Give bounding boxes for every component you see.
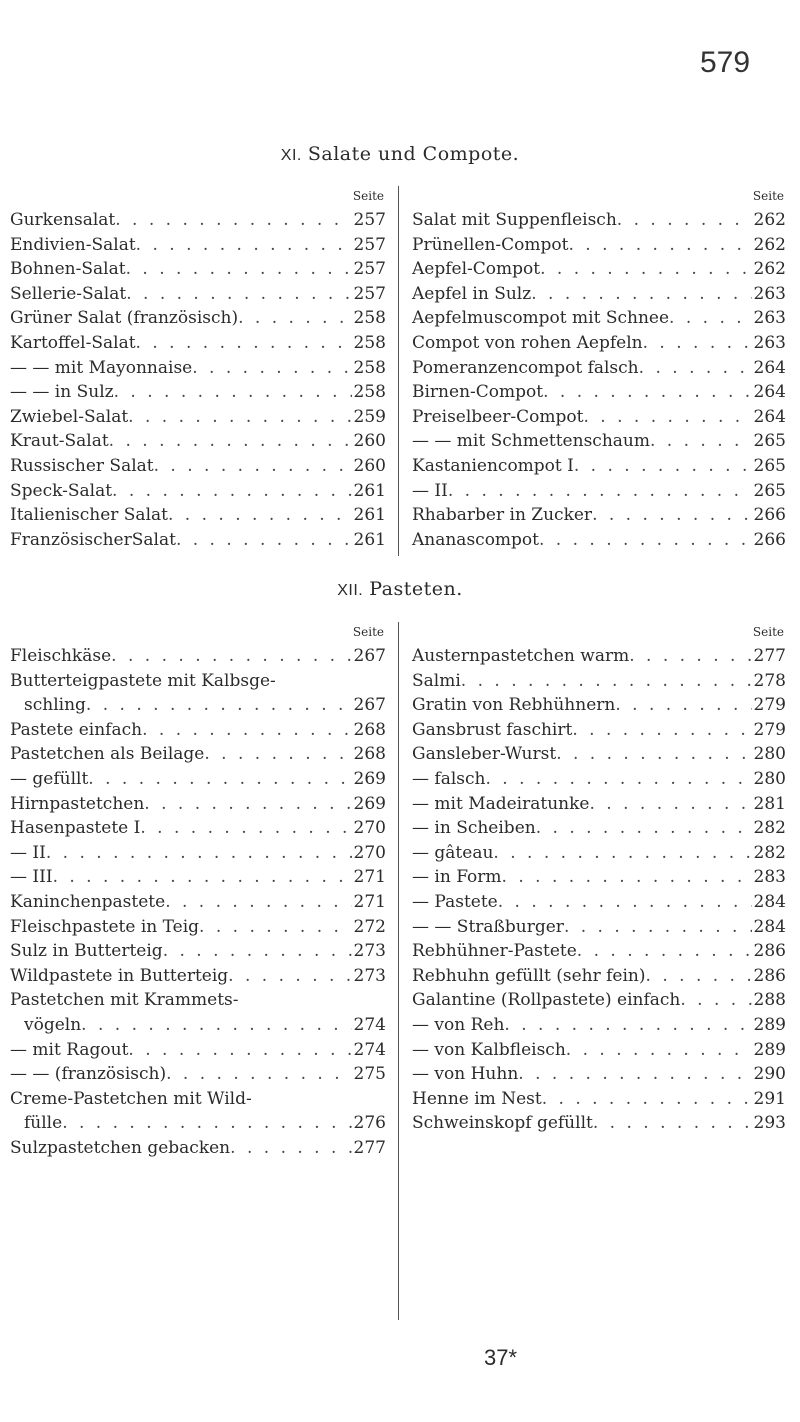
index-entry	[10, 454, 386, 479]
dot-leader	[498, 890, 752, 915]
index-entry-label: — von Reh	[412, 1014, 505, 1035]
index-entry	[10, 816, 386, 841]
index-entry	[10, 282, 386, 307]
dot-leader	[115, 208, 351, 233]
section-title-xi	[0, 143, 800, 165]
index-entry-continuation: fülle	[24, 1113, 63, 1134]
page-ref: 262	[753, 234, 786, 255]
dot-leader	[680, 988, 751, 1013]
index-entry-label: — mit Madeiratunke	[412, 793, 590, 814]
section-number: XI.	[280, 147, 302, 164]
index-entry	[10, 792, 386, 817]
index-entry-continuation: schling	[24, 695, 86, 716]
seite-header: Seite	[352, 625, 384, 639]
dot-leader	[629, 644, 751, 669]
page-ref: 288	[753, 990, 786, 1011]
page-ref: 258	[353, 332, 386, 353]
index-entry-label: Rebhühner-Pastete	[412, 941, 577, 962]
page-ref: 258	[353, 382, 386, 403]
index-entry	[412, 964, 786, 989]
dot-leader	[192, 356, 351, 381]
page-ref: 257	[353, 234, 386, 255]
index-entry	[412, 865, 786, 890]
dot-leader	[166, 1062, 351, 1087]
index-entry-label: Pastetchen als Beilage	[10, 744, 205, 765]
index-entry-label: Salmi	[412, 670, 461, 691]
dot-leader	[136, 331, 352, 356]
page-ref: 272	[353, 916, 386, 937]
index-entry	[10, 865, 386, 890]
dot-leader	[140, 816, 351, 841]
index-entry-label: Henne im Nest	[412, 1088, 542, 1109]
dot-leader	[109, 429, 352, 454]
dot-leader	[574, 454, 752, 479]
page-ref: 257	[353, 210, 386, 230]
dot-leader	[542, 1087, 752, 1112]
page-ref: 270	[353, 842, 386, 863]
index-entry-label: — — Straßburger	[412, 916, 564, 937]
index-entry	[412, 988, 786, 1013]
index-entry-label: Zwiebel-Salat	[10, 406, 129, 427]
dot-leader	[86, 693, 352, 718]
index-entry-label: FranzösischerSalat	[10, 529, 176, 550]
index-entry	[10, 208, 386, 233]
dot-leader	[53, 865, 352, 890]
index-entry	[412, 718, 786, 743]
dot-leader	[485, 767, 751, 792]
dot-leader	[646, 964, 752, 989]
dot-leader	[62, 1111, 351, 1136]
index-entry	[10, 356, 386, 381]
index-entry-label: — mit Ragout	[10, 1039, 129, 1060]
index-entry	[10, 257, 386, 282]
index-entry	[412, 257, 786, 282]
dot-leader	[199, 915, 352, 940]
page-ref: 279	[753, 695, 786, 716]
index-entry	[412, 479, 786, 504]
page-ref: 273	[353, 965, 386, 986]
page-ref: 268	[353, 744, 386, 765]
dot-leader	[572, 718, 751, 743]
dot-leader	[112, 479, 352, 504]
index-entry-label: Bohnen-Salat	[10, 259, 126, 280]
index-entry	[10, 479, 386, 504]
dot-leader	[163, 939, 352, 964]
page-ref: 265	[753, 480, 786, 501]
index-entry-label: — in Scheiben	[412, 818, 536, 839]
index-entry-label: — gâteau	[412, 842, 494, 863]
page-ref: 274	[353, 1014, 386, 1035]
page-ref: 266	[753, 505, 786, 526]
dot-leader	[126, 257, 352, 282]
index-entry-label: Austernpastetchen warm	[412, 646, 630, 666]
index-entry	[10, 1136, 386, 1161]
dot-leader	[617, 208, 752, 233]
index-entry-label: — — (französisch)	[10, 1064, 167, 1085]
page-ref: 282	[753, 818, 786, 839]
index-entry	[412, 503, 786, 528]
dot-leader	[204, 742, 351, 767]
page-ref: 266	[753, 529, 786, 550]
index-entry-label: Sellerie-Salat	[10, 283, 127, 304]
index-column-right	[412, 620, 786, 1136]
index-entry	[10, 380, 386, 405]
index-entry	[412, 644, 786, 669]
index-entry-label: Kartoffel-Salat	[10, 332, 136, 353]
dot-leader	[650, 429, 752, 454]
page-ref: 257	[353, 259, 386, 280]
dot-leader	[154, 454, 352, 479]
dot-leader	[81, 1013, 351, 1038]
dot-leader	[493, 841, 751, 866]
page-ref: 260	[353, 431, 386, 452]
dot-leader	[128, 405, 351, 430]
index-entry	[412, 693, 786, 718]
index-entry	[10, 331, 386, 356]
index-entry-label: — — mit Mayonnaise	[10, 357, 193, 378]
dot-leader	[136, 233, 352, 258]
index-entry-label: — von Huhn	[412, 1064, 519, 1085]
page-ref: 269	[353, 768, 386, 789]
dot-leader	[230, 1136, 351, 1161]
index-entry	[412, 767, 786, 792]
index-entry-label: Kraut-Salat	[10, 431, 109, 452]
index-entry-label: Gratin von Rebhühnern	[412, 695, 616, 716]
index-entry	[10, 841, 386, 866]
index-entry-label: Butterteigpastete mit Kalbsge-	[10, 670, 276, 691]
page-ref: 270	[353, 818, 386, 839]
page-ref: 293	[753, 1113, 786, 1134]
index-entry	[412, 939, 786, 964]
dot-leader	[176, 528, 352, 553]
index-entry	[412, 792, 786, 817]
index-entry	[412, 1111, 786, 1136]
page-ref: 269	[353, 793, 386, 814]
index-entry-label: Russischer Salat	[10, 455, 154, 476]
index-entry	[412, 890, 786, 915]
page-ref: 277	[353, 1137, 386, 1158]
index-entry-label: Gurkensalat	[10, 210, 116, 230]
dot-leader	[589, 792, 751, 817]
index-entry-label: Sulz in Butterteig	[10, 941, 163, 962]
index-entry-label: — gefüllt	[10, 768, 89, 789]
index-entry-label: — in Form	[412, 867, 502, 888]
index-entry-label: Kaninchenpastete	[10, 891, 166, 912]
page-ref: 264	[753, 382, 786, 403]
dot-leader	[461, 669, 752, 694]
index-entry	[412, 454, 786, 479]
page-ref: 265	[753, 455, 786, 476]
index-entry-label: Aepfelmuscompot mit Schnee	[412, 308, 670, 329]
index-entry	[412, 742, 786, 767]
index-entry-label: Rebhuhn gefüllt (sehr fein)	[412, 965, 646, 986]
page-ref: 280	[753, 768, 786, 789]
index-entry	[412, 405, 786, 430]
index-entry	[412, 1013, 786, 1038]
index-entry	[412, 233, 786, 258]
page-ref: 263	[753, 332, 786, 353]
index-column-right	[412, 184, 786, 552]
dot-leader	[518, 1062, 751, 1087]
page-ref: 274	[353, 1039, 386, 1060]
index-entry-label: — — mit Schmettenschaum	[412, 431, 650, 452]
seite-header: Seite	[752, 189, 784, 203]
index-entry-label: Prünellen-Compot	[412, 234, 569, 255]
page-ref: 277	[753, 646, 786, 666]
dot-leader	[168, 503, 352, 528]
index-entry-label: Fleischpastete in Teig	[10, 916, 200, 937]
index-entry-label: — Pastete	[412, 891, 498, 912]
index-entry	[10, 964, 386, 989]
page-ref: 271	[353, 867, 386, 888]
section-number: XII.	[337, 582, 364, 599]
page-ref: 282	[753, 842, 786, 863]
dot-leader	[556, 742, 751, 767]
index-entry-label: Kastaniencompot I	[412, 455, 574, 476]
section-heading: Salate und Compote.	[307, 143, 520, 165]
column-divider	[398, 186, 399, 556]
page-ref: 261	[353, 529, 386, 550]
page-ref: 289	[753, 1039, 786, 1060]
page-number: 579	[700, 46, 751, 79]
page-ref: 286	[753, 941, 786, 962]
page-ref: 265	[753, 431, 786, 452]
index-entry	[10, 1111, 386, 1136]
index-entry	[10, 306, 386, 331]
index-entry-label: — III	[10, 867, 53, 888]
dot-leader	[566, 1038, 752, 1063]
index-entry	[10, 742, 386, 767]
index-entry-label: Birnen-Compot	[412, 382, 544, 403]
page-ref: 291	[753, 1088, 786, 1109]
index-entry-label: — II	[412, 480, 448, 501]
index-entry	[10, 429, 386, 454]
page-ref: 284	[753, 916, 786, 937]
page-ref: 268	[353, 719, 386, 740]
index-entry-label: Ananascompot	[412, 529, 539, 550]
index-entry	[412, 841, 786, 866]
page-ref: 259	[353, 406, 386, 427]
dot-leader	[114, 380, 352, 405]
index-entry	[10, 644, 386, 669]
index-entry-label: Rhabarber in Zucker	[412, 505, 593, 526]
index-entry-label: Preiselbeer-Compot	[412, 406, 584, 427]
dot-leader	[165, 890, 351, 915]
page-ref: 261	[353, 505, 386, 526]
page-ref: 258	[353, 357, 386, 378]
index-entry-label: Endivien-Salat	[10, 234, 136, 255]
index-entry	[10, 915, 386, 940]
page-ref: 271	[353, 891, 386, 912]
dot-leader	[46, 841, 352, 866]
index-entry	[10, 1038, 386, 1063]
dot-leader	[448, 479, 752, 504]
index-entry-label: Sulzpastetchen gebacken	[10, 1137, 231, 1158]
dot-leader	[502, 865, 752, 890]
index-entry-label: — falsch	[412, 768, 486, 789]
index-entry-label: Compot von rohen Aepfeln	[412, 332, 643, 353]
index-entry-label: Creme-Pastetchen mit Wild-	[10, 1088, 252, 1109]
index-entry	[412, 380, 786, 405]
index-entry-label: Pastetchen mit Krammets-	[10, 990, 239, 1011]
dot-leader	[128, 1038, 351, 1063]
dot-leader	[639, 356, 752, 381]
dot-leader	[577, 939, 752, 964]
dot-leader	[126, 282, 351, 307]
dot-leader	[669, 306, 752, 331]
seite-header: Seite	[752, 625, 784, 639]
page-ref: 264	[753, 406, 786, 427]
index-entry	[412, 1038, 786, 1063]
dot-leader	[228, 964, 351, 989]
index-entry	[10, 503, 386, 528]
dot-leader	[142, 718, 351, 743]
index-entry-label: — von Kalbfleisch	[412, 1039, 566, 1060]
dot-leader	[111, 644, 351, 669]
dot-leader	[238, 306, 351, 331]
index-entry	[10, 405, 386, 430]
page-ref: 289	[753, 1014, 786, 1035]
page-ref: 280	[753, 744, 786, 765]
dot-leader	[568, 233, 751, 258]
dot-leader	[564, 915, 752, 940]
index-column-left	[10, 620, 386, 1160]
dot-leader	[593, 1111, 752, 1136]
index-entry-label: Hirnpastetchen	[10, 793, 145, 814]
page-ref: 264	[753, 357, 786, 378]
column-divider	[398, 622, 399, 1320]
index-entry-label: Speck-Salat	[10, 480, 113, 501]
index-entry-label: Galantine (Rollpastete) einfach	[412, 990, 681, 1011]
page-ref: 290	[753, 1064, 786, 1085]
signature-mark: 37*	[484, 1345, 518, 1370]
index-entry-label: Salat mit Suppenfleisch	[412, 210, 617, 230]
index-entry	[412, 306, 786, 331]
index-entry	[10, 767, 386, 792]
page-ref: 283	[753, 867, 786, 888]
page-ref: 258	[353, 308, 386, 329]
page-ref: 276	[353, 1113, 386, 1134]
dot-leader	[539, 528, 752, 553]
page-ref: 260	[353, 455, 386, 476]
dot-leader	[583, 405, 751, 430]
index-entry-label: Pomeranzencompot falsch	[412, 357, 639, 378]
section-heading: Pasteten.	[369, 578, 463, 600]
dot-leader	[536, 816, 752, 841]
index-entry-label: — — in Sulz	[10, 382, 114, 403]
index-entry	[10, 693, 386, 718]
index-column-left	[10, 184, 386, 552]
index-entry-label: — II	[10, 842, 46, 863]
index-entry-label: Hasenpastete I	[10, 818, 141, 839]
index-entry	[10, 1013, 386, 1038]
page-ref: 257	[353, 283, 386, 304]
page-ref: 281	[753, 793, 786, 814]
index-entry-label: Pastete einfach	[10, 719, 143, 740]
index-entry-continuation: vögeln	[24, 1014, 82, 1035]
index-entry	[10, 890, 386, 915]
index-entry	[412, 1062, 786, 1087]
page-ref: 262	[753, 259, 786, 280]
dot-leader	[615, 693, 751, 718]
page-ref: 278	[753, 670, 786, 691]
index-entry	[10, 939, 386, 964]
index-entry	[412, 816, 786, 841]
index-entry-label: Aepfel in Sulz	[412, 283, 532, 304]
index-entry	[412, 528, 786, 553]
page-ref: 273	[353, 941, 386, 962]
index-entry-label: Aepfel-Compot	[412, 259, 541, 280]
page-ref: 284	[753, 891, 786, 912]
section-title-xii	[0, 578, 800, 600]
dot-leader	[504, 1013, 751, 1038]
index-entry	[412, 1087, 786, 1112]
page-ref: 263	[753, 308, 786, 329]
index-entry	[10, 718, 386, 743]
page-ref: 275	[353, 1064, 386, 1085]
index-entry-label: Italienischer Salat	[10, 505, 168, 526]
dot-leader	[592, 503, 751, 528]
dot-leader	[540, 257, 751, 282]
index-entry	[10, 233, 386, 258]
index-entry	[10, 1062, 386, 1087]
page-ref: 286	[753, 965, 786, 986]
dot-leader	[88, 767, 351, 792]
index-entry	[412, 331, 786, 356]
seite-header: Seite	[352, 189, 384, 203]
page-ref: 262	[753, 210, 786, 230]
index-entry	[412, 282, 786, 307]
index-entry	[412, 208, 786, 233]
index-entry-label: Wildpastete in Butterteig	[10, 965, 229, 986]
index-entry-label: Grüner Salat (französisch)	[10, 308, 239, 329]
index-entry	[412, 356, 786, 381]
index-entry	[10, 528, 386, 553]
dot-leader	[144, 792, 351, 817]
dot-leader	[543, 380, 751, 405]
index-entry	[412, 915, 786, 940]
page-ref: 267	[353, 695, 386, 716]
page-ref: 267	[353, 646, 386, 666]
index-entry-label: Gansleber-Wurst	[412, 744, 557, 765]
dot-leader	[531, 282, 751, 307]
index-entry	[412, 669, 786, 694]
page-ref: 261	[353, 480, 386, 501]
page-ref: 263	[753, 283, 786, 304]
index-entry	[412, 429, 786, 454]
index-entry-label: Gansbrust faschirt	[412, 719, 573, 740]
index-entry-label: Fleischkäse	[10, 646, 112, 666]
dot-leader	[643, 331, 752, 356]
page-ref: 279	[753, 719, 786, 740]
index-entry-label: Schweinskopf gefüllt	[412, 1113, 593, 1134]
